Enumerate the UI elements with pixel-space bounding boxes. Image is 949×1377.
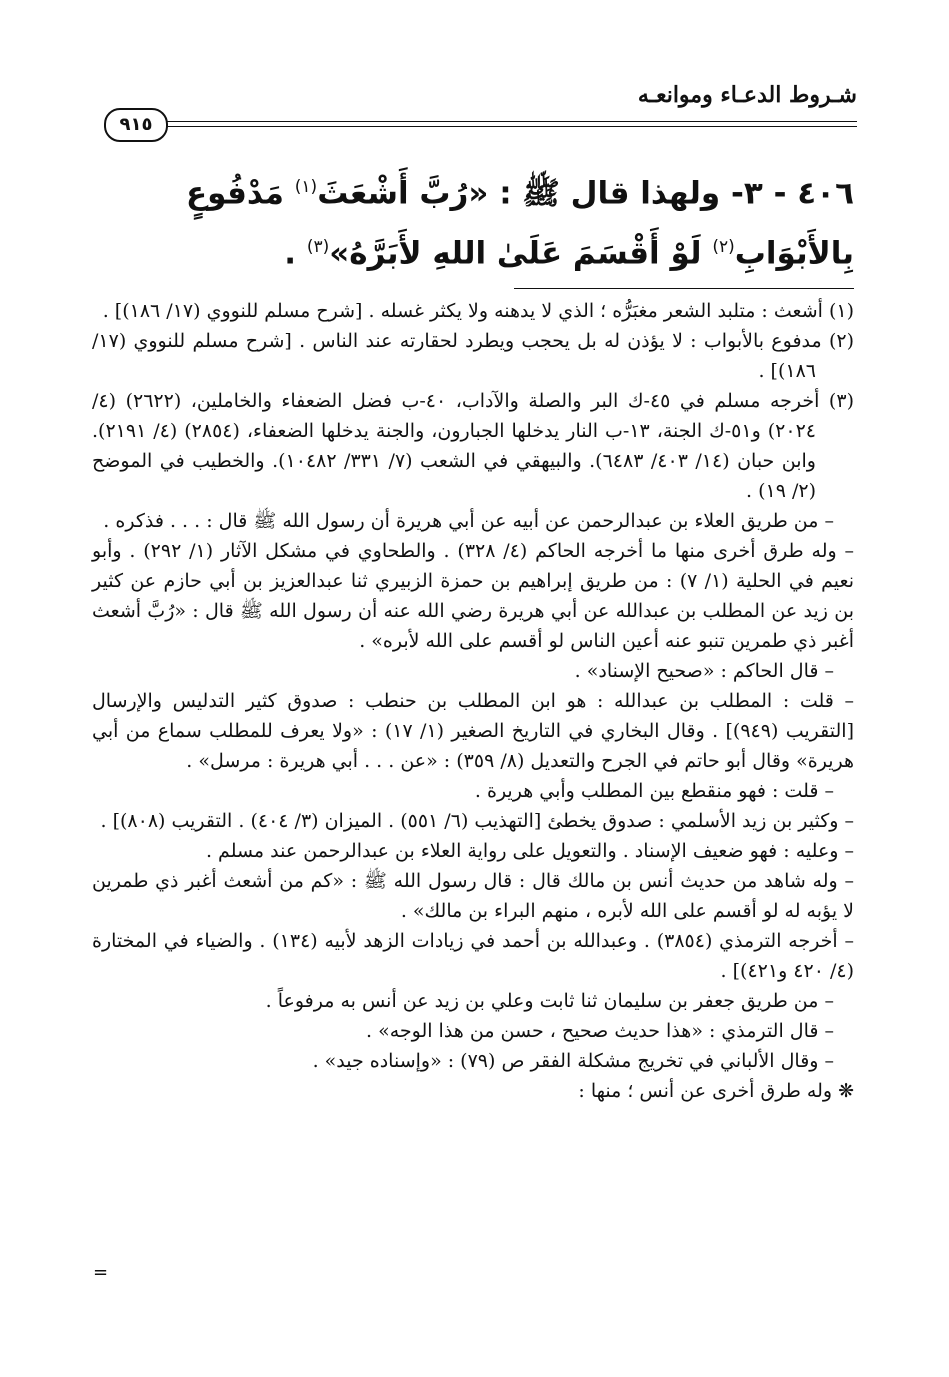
footnote-para: – من طريق جعفر بن سليمان ثنا ثابت وعلي بن زيد عن أنس به مرفوعاً . bbox=[265, 990, 834, 1012]
footnote-para: – قال الترمذي : «هذا حديث صحيح ، حسن من هذا الوجه» . bbox=[366, 1020, 834, 1042]
footnote-1: (١) أشعث : متلبد الشعر مغبَرُّه ؛ الذي لا يدهنه ولا يكثر غسله . [شرح مسلم للنووي (١٧/ ١٨٦)] . bbox=[102, 300, 854, 322]
footnote-para: – قلت : فهو منقطع بين المطلب وأبي هريرة . bbox=[474, 780, 834, 802]
footnote-para: – وعليه : فهو ضعيف الإسناد . والتعويل على رواية العلاء بن عبدالرحمن عند مسلم . bbox=[205, 840, 854, 862]
footnote-para: – أخرجه الترمذي (٣٨٥٤) . وعبدالله بن أحمد في زيادات الزهد لأبيه (١٣٤) . والضياء في المختارة (٤/ ٤٢٠ و٤٢١)] . bbox=[92, 930, 854, 982]
hadith-line-1b: مَدْفُوعٍ بِالأَبْوَابِ bbox=[185, 175, 854, 272]
hadith-end: . bbox=[284, 235, 307, 272]
footnote-para: – قال الحاكم : «صحيح الإسناد» . bbox=[574, 660, 834, 682]
footnote-3: (٣) أخرجه مسلم في ٤٥-ك البر والصلة والآداب، ٤٠-ب فضل الضعفاء والخاملين، (٢٦٢٢) (٤/ ٢٠٢٤) و٥١-ك الجنة، ١٣-ب النار يدخلها الجبارون، والجنة يدخلها الضعفاء، (٢٨٥٤) (٤/ ٢١٩١). وابن حبان (١٤/ ٤٠٣/ ٦٤٨٣). والبيهقي في الشعب (٧/ ٣٣١/ ١٠٤٨٢). والخطيب في الموضح (٢/ ١٩) . bbox=[92, 390, 854, 502]
footnote-ref-3: (٣) bbox=[306, 237, 330, 258]
hadith-line-1: ٤٠٦ - ٣- ولهذا قال ﷺ : «رُبَّ أَشْعَثَ bbox=[317, 175, 854, 212]
continuation-mark: = bbox=[93, 1262, 109, 1283]
footnote-para: – وله طرق أخرى منها ما أخرجه الحاكم (٤/ ٣٢٨) . والطحاوي في مشكل الآثار (١/ ٢٩٢) . وأبو نعيم في الحلية (١/ ٧) : من طريق إبراهيم بن حمزة الزبيري ثنا عبدالعزيز بن أبي حازم عن كثير بن زيد عن المطلب بن عبدالله عن أبي هريرة رضي الله عنه أن رسول الله ﷺ قال : «رُبَّ أشعث أغبر ذي طمرين تنبو عنه أعين الناس لو أقسم على الله لأبره» . bbox=[92, 540, 854, 652]
hadith-line-2: لَوْ أَقْسَمَ عَلَىٰ اللهِ لأَبَرَّهُ» bbox=[329, 235, 713, 272]
main-hadith-text bbox=[92, 160, 854, 281]
footnote-ref-1: (١) bbox=[294, 177, 318, 197]
running-title: شـروط الدعـاء وموانعـه bbox=[637, 82, 857, 108]
page-number: ٩١٥ bbox=[104, 108, 168, 142]
footnote-para: – وقال الألباني في تخريج مشكلة الفقر ص (٧٩) : «وإسناده جيد» . bbox=[312, 1050, 834, 1072]
footnote-separator bbox=[514, 288, 854, 289]
footnote-ref-2: (٢) bbox=[712, 237, 735, 258]
footnote-2: (٢) مدفوع بالأبواب : لا يؤذن له بل يحجب ويطرد لحقارته عند الناس . [شرح مسلم للنووي (١٧/ ١٨٦)] . bbox=[92, 330, 854, 382]
footnote-para: – وكثير بن زيد الأسلمي : صدوق يخطئ [التهذيب (٦/ ٥٥١) . الميزان (٣/ ٤٠٤) . التقريب (٨٠٨)] . bbox=[100, 810, 854, 832]
footnotes bbox=[92, 296, 854, 1106]
footnote-para: – من طريق العلاء بن عبدالرحمن عن أبيه عن أبي هريرة أن رسول الله ﷺ قال : . . . فذكره . bbox=[103, 510, 834, 532]
footnote-para: – قلت : المطلب بن عبدالله : هو ابن المطلب بن حنطب : صدوق كثير التدليس والإرسال [التقريب (٩٤٩)] . وقال البخاري في التاريخ الصغير (١/ ١٧) : «ولا يعرف للمطلب سماع من أبي هريرة» وقال أبو حاتم في الجرح والتعديل (٨/ ٣٥٩) : «عن . . . أبي هريرة : مرسل» . bbox=[92, 690, 854, 772]
footnote-para: ❋ وله طرق أخرى عن أنس ؛ منها : bbox=[578, 1080, 854, 1102]
footnote-para: – وله شاهد من حديث أنس بن مالك قال : قال رسول الله ﷺ : «كم من أشعث أغبر ذي طمرين لا يؤبه له لو أقسم على الله لأبره ، منهم البراء بن مالك» . bbox=[92, 870, 854, 922]
header-rule bbox=[160, 121, 857, 127]
